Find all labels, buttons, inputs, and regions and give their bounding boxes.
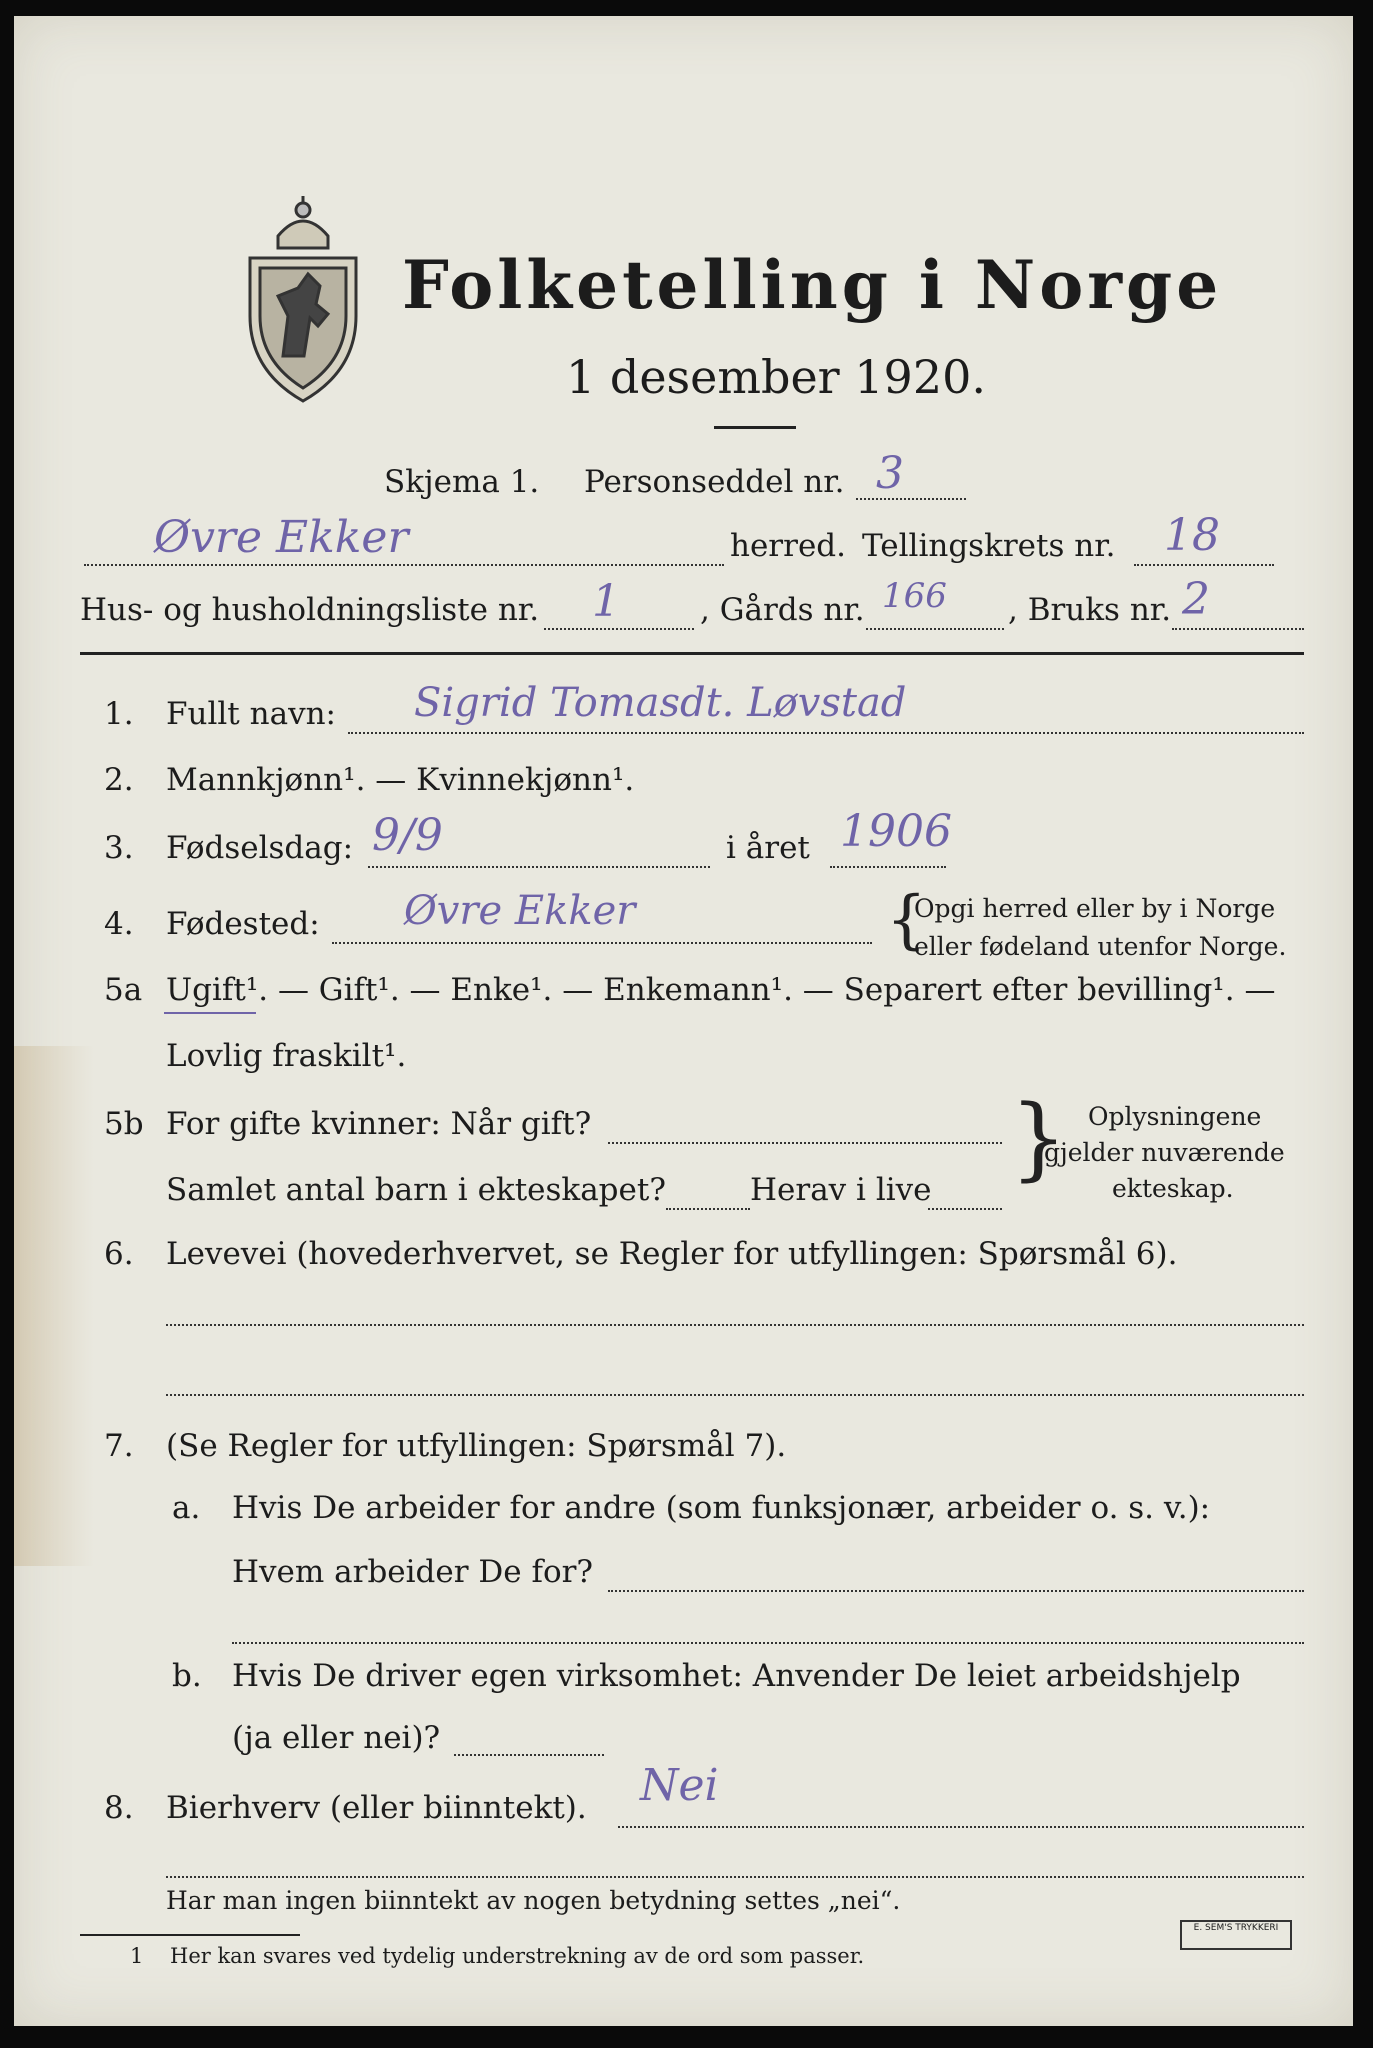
census-form: [14, 16, 1353, 2026]
q4-note-line2: eller fødeland utenfor Norge.: [914, 932, 1287, 961]
paper-stain: [14, 1046, 94, 1566]
q3-label: Fødselsdag:: [166, 830, 354, 866]
q1-line: [348, 732, 1304, 734]
schema-label: Skjema 1.: [384, 464, 540, 500]
q1-label: Fullt navn:: [166, 696, 336, 732]
footnote-rule: [80, 1934, 300, 1936]
q7b-answer-line: [454, 1754, 604, 1756]
q4-note-line1: Opgi herred eller by i Norge: [914, 894, 1276, 923]
q4-line: [332, 942, 872, 944]
farm-value[interactable]: 166: [882, 576, 947, 616]
q3-year-value[interactable]: 1906: [840, 806, 952, 857]
q4-brace: {: [886, 883, 927, 957]
q1-value[interactable]: Sigrid Tomasdt. Løvstad: [414, 680, 907, 726]
census-district-line: [1134, 564, 1274, 566]
q5b-number: 5b: [104, 1106, 144, 1142]
q5b-children-line: [666, 1208, 750, 1210]
coat-of-arms-icon: [238, 196, 368, 406]
census-district-label: Tellingskrets nr.: [862, 528, 1116, 564]
q7a-line2: Hvem arbeider De for?: [232, 1554, 594, 1590]
q4-value[interactable]: Øvre Ekker: [404, 888, 636, 934]
q3-date-line: [368, 866, 710, 868]
q5a-line1: Ugift¹. — Gift¹. — Enke¹. — Enkemann¹. — Separert efter bevilling¹. —: [166, 972, 1276, 1008]
q4-label: Fødested:: [166, 906, 320, 942]
q5b-brace: }: [1010, 1086, 1068, 1191]
q7a-answer-line2: [232, 1642, 1304, 1644]
q4-number: 4.: [104, 906, 134, 942]
q1-number: 1.: [104, 696, 134, 732]
household-list-value[interactable]: 1: [592, 576, 620, 627]
q7a-line1: Hvis De arbeider for andre (som funksjonær, arbeider o. s. v.):: [232, 1490, 1211, 1526]
municipality-line: [84, 564, 724, 566]
personal-slip-line: [856, 498, 966, 500]
q6-label: Levevei (hovederhvervet, se Regler for utfyllingen: Spørsmål 6).: [166, 1236, 1178, 1272]
q3-number: 3.: [104, 830, 134, 866]
census-district-value[interactable]: 18: [1164, 510, 1220, 561]
header-divider: [80, 652, 1304, 655]
q5b-children-label: Samlet antal barn i ekteskapet?: [166, 1172, 666, 1208]
personal-slip-value[interactable]: 3: [876, 448, 904, 499]
q5a-line2: Lovlig fraskilt¹.: [166, 1038, 407, 1074]
herred-label: herred.: [730, 528, 846, 564]
personal-slip-label: Personseddel nr.: [584, 464, 845, 500]
q6-number: 6.: [104, 1236, 134, 1272]
household-list-label: Hus- og husholdningsliste nr.: [80, 592, 540, 628]
holding-label: , Bruks nr.: [1008, 592, 1172, 628]
no-income-note: Har man ingen biinntekt av nogen betydning settes „nei“.: [166, 1886, 901, 1915]
household-list-line: [544, 628, 694, 630]
q6-line1: [166, 1324, 1304, 1326]
q2-label: Mannkjønn¹. — Kvinnekjønn¹.: [166, 762, 635, 798]
q7a-answer-line1: [608, 1590, 1304, 1592]
census-date: 1 desember 1920.: [566, 350, 986, 404]
q8-line2: [166, 1876, 1304, 1878]
farm-line: [866, 628, 1004, 630]
q5b-note-line2: gjelder nuværende: [1044, 1138, 1285, 1167]
q5b-note-line1: Oplysningene: [1088, 1102, 1262, 1131]
q7a-letter: a.: [172, 1490, 201, 1526]
municipality-value[interactable]: Øvre Ekker: [154, 512, 409, 563]
q5b-note-line3: ekteskap.: [1112, 1174, 1234, 1203]
q6-line2: [166, 1394, 1304, 1396]
q5b-line1: For gifte kvinner: Når gift?: [166, 1106, 592, 1142]
q8-line1: [618, 1826, 1304, 1828]
q5b-alive-label: Herav i live: [750, 1172, 932, 1208]
q5b-when-line: [608, 1142, 1002, 1144]
q3-year-line: [830, 866, 946, 868]
q8-label: Bierhverv (eller biinntekt).: [166, 1790, 587, 1826]
q3-date-value[interactable]: 9/9: [372, 810, 443, 861]
holding-line: [1172, 628, 1304, 630]
q7b-line1: Hvis De driver egen virksomhet: Anvender De leiet arbeidshjelp: [232, 1658, 1241, 1694]
printer-stamp: E. SEM'S TRYKKERI: [1180, 1920, 1292, 1950]
q8-value[interactable]: Nei: [640, 1760, 719, 1811]
q5a-number: 5a: [104, 972, 143, 1008]
q7-number: 7.: [104, 1428, 134, 1464]
q3-year-label: i året: [726, 830, 810, 866]
q7b-letter: b.: [172, 1658, 202, 1694]
farm-label: , Gårds nr.: [700, 592, 865, 628]
q5a-selected-underline: [164, 1012, 256, 1014]
q8-number: 8.: [104, 1790, 134, 1826]
footnote-text: Her kan svares ved tydelig understrekning av de ord som passer.: [170, 1944, 865, 1968]
q7-label: (Se Regler for utfyllingen: Spørsmål 7).: [166, 1428, 787, 1464]
q5b-alive-line: [928, 1208, 1002, 1210]
title-rule: [714, 426, 796, 429]
footnote-marker: 1: [130, 1944, 144, 1968]
form-title: Folketelling i Norge: [402, 246, 1223, 324]
holding-value[interactable]: 2: [1182, 574, 1210, 625]
q2-number: 2.: [104, 762, 134, 798]
q7b-line2: (ja eller nei)?: [232, 1720, 441, 1756]
